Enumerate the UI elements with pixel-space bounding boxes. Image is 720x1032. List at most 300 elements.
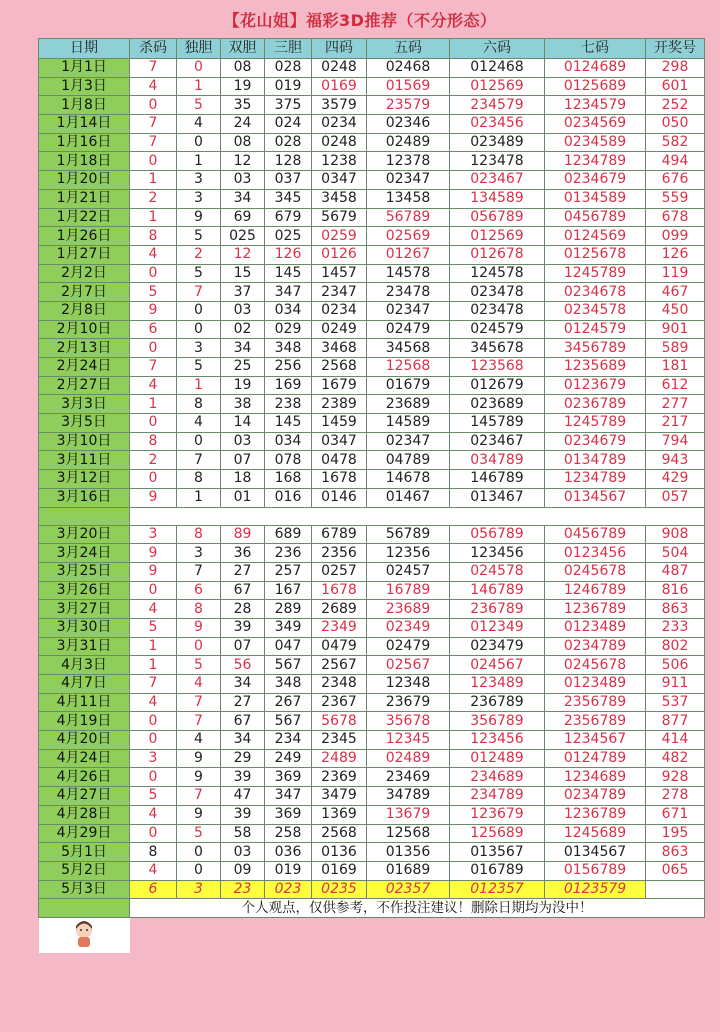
value-cell: 943 <box>646 451 705 470</box>
value-cell: 078 <box>265 451 312 470</box>
value-cell: 0134567 <box>545 843 646 862</box>
value-cell: 9 <box>177 768 221 787</box>
value-cell: 802 <box>646 637 705 656</box>
value-cell: 3 <box>177 544 221 563</box>
value-cell: 901 <box>646 320 705 339</box>
value-cell: 0 <box>177 861 221 880</box>
value-cell: 0456789 <box>545 208 646 227</box>
value-cell: 2348 <box>312 675 367 694</box>
date-cell: 3月27日 <box>39 600 130 619</box>
value-cell: 18 <box>221 470 265 489</box>
date-cell: 3月11日 <box>39 451 130 470</box>
value-cell: 0234569 <box>545 115 646 134</box>
table-row <box>39 395 705 414</box>
value-cell: 023467 <box>450 432 545 451</box>
value-cell: 7 <box>177 787 221 806</box>
value-cell: 128 <box>265 152 312 171</box>
value-cell: 347 <box>265 787 312 806</box>
column-header: 四码 <box>312 39 367 59</box>
prediction-cell: 012357 <box>450 880 545 899</box>
value-cell: 12345 <box>367 731 450 750</box>
value-cell: 348 <box>265 339 312 358</box>
date-cell: 2月10日 <box>39 320 130 339</box>
value-cell: 02 <box>221 320 265 339</box>
table-row <box>39 843 705 862</box>
value-cell: 39 <box>221 805 265 824</box>
value-cell: 7 <box>130 675 177 694</box>
value-cell: 1457 <box>312 264 367 283</box>
value-cell: 0 <box>177 133 221 152</box>
value-cell: 0 <box>130 731 177 750</box>
note-row <box>39 899 705 918</box>
value-cell: 38 <box>221 395 265 414</box>
value-cell: 601 <box>646 77 705 96</box>
date-cell: 2月24日 <box>39 358 130 377</box>
value-cell: 9 <box>177 208 221 227</box>
value-cell: 2 <box>177 245 221 264</box>
footer-spacer <box>130 917 705 953</box>
value-cell: 23679 <box>367 693 450 712</box>
value-cell: 369 <box>265 805 312 824</box>
value-cell: 2689 <box>312 600 367 619</box>
value-cell: 908 <box>646 525 705 544</box>
value-cell: 2347 <box>312 283 367 302</box>
value-cell: 14589 <box>367 414 450 433</box>
value-cell: 0248 <box>312 133 367 152</box>
value-cell: 12568 <box>367 358 450 377</box>
value-cell: 8 <box>130 843 177 862</box>
value-cell: 487 <box>646 562 705 581</box>
value-cell: 036 <box>265 843 312 862</box>
table-row <box>39 712 705 731</box>
date-cell: 3月12日 <box>39 470 130 489</box>
column-header: 三胆 <box>265 39 312 59</box>
value-cell: 057 <box>646 488 705 507</box>
prediction-cell: 23 <box>221 880 265 899</box>
prediction-cell: 02357 <box>367 880 450 899</box>
value-cell: 863 <box>646 843 705 862</box>
value-cell: 6 <box>130 320 177 339</box>
value-cell: 012678 <box>450 245 545 264</box>
value-cell: 13458 <box>367 189 450 208</box>
value-cell: 5 <box>177 358 221 377</box>
value-cell: 0124689 <box>545 59 646 78</box>
value-cell: 1678 <box>312 581 367 600</box>
value-cell: 023479 <box>450 637 545 656</box>
value-cell: 0 <box>130 414 177 433</box>
value-cell: 3468 <box>312 339 367 358</box>
value-cell: 12 <box>221 245 265 264</box>
table-row <box>39 227 705 246</box>
value-cell: 5679 <box>312 208 367 227</box>
column-header: 开奖号 <box>646 39 705 59</box>
table-row <box>39 581 705 600</box>
value-cell: 099 <box>646 227 705 246</box>
date-cell: 1月21日 <box>39 189 130 208</box>
value-cell: 234689 <box>450 768 545 787</box>
value-cell: 356789 <box>450 712 545 731</box>
value-cell: 126 <box>265 245 312 264</box>
value-cell: 0234679 <box>545 171 646 190</box>
table-row <box>39 637 705 656</box>
value-cell: 1236789 <box>545 600 646 619</box>
value-cell: 134589 <box>450 189 545 208</box>
value-cell: 124578 <box>450 264 545 283</box>
value-cell: 0123489 <box>545 675 646 694</box>
value-cell: 024579 <box>450 320 545 339</box>
value-cell: 0347 <box>312 432 367 451</box>
value-cell: 0347 <box>312 171 367 190</box>
value-cell: 024567 <box>450 656 545 675</box>
value-cell: 02347 <box>367 432 450 451</box>
value-cell: 0 <box>130 339 177 358</box>
separator-cell <box>130 507 705 525</box>
value-cell: 019 <box>265 77 312 96</box>
value-cell: 12356 <box>367 544 450 563</box>
date-cell: 5月1日 <box>39 843 130 862</box>
value-cell: 429 <box>646 470 705 489</box>
column-header: 五码 <box>367 39 450 59</box>
value-cell: 5678 <box>312 712 367 731</box>
value-cell: 23689 <box>367 600 450 619</box>
value-cell: 0169 <box>312 77 367 96</box>
value-cell: 12348 <box>367 675 450 694</box>
mascot-cell <box>39 917 130 953</box>
value-cell: 8 <box>177 600 221 619</box>
value-cell: 29 <box>221 749 265 768</box>
value-cell: 8 <box>177 525 221 544</box>
date-cell: 4月3日 <box>39 656 130 675</box>
value-cell: 024578 <box>450 562 545 581</box>
value-cell: 5 <box>130 787 177 806</box>
value-cell: 2489 <box>312 749 367 768</box>
column-header: 七码 <box>545 39 646 59</box>
date-cell: 1月20日 <box>39 171 130 190</box>
value-cell: 050 <box>646 115 705 134</box>
value-cell: 125689 <box>450 824 545 843</box>
date-cell: 1月1日 <box>39 59 130 78</box>
value-cell: 025 <box>265 227 312 246</box>
value-cell: 146789 <box>450 581 545 600</box>
table-row <box>39 133 705 152</box>
value-cell: 0478 <box>312 451 367 470</box>
table-row <box>39 245 705 264</box>
value-cell: 119 <box>646 264 705 283</box>
separator-date-cell <box>39 507 130 525</box>
value-cell: 0 <box>130 581 177 600</box>
value-cell: 14678 <box>367 470 450 489</box>
value-cell: 56789 <box>367 208 450 227</box>
value-cell: 58 <box>221 824 265 843</box>
value-cell: 5 <box>130 283 177 302</box>
value-cell: 4 <box>177 115 221 134</box>
value-cell: 023478 <box>450 283 545 302</box>
value-cell: 0 <box>177 320 221 339</box>
value-cell: 02347 <box>367 301 450 320</box>
value-cell: 863 <box>646 600 705 619</box>
value-cell: 0234789 <box>545 637 646 656</box>
value-cell: 012679 <box>450 376 545 395</box>
value-cell: 35 <box>221 96 265 115</box>
table-row <box>39 264 705 283</box>
value-cell: 123456 <box>450 544 545 563</box>
date-cell: 1月3日 <box>39 77 130 96</box>
date-cell: 2月8日 <box>39 301 130 320</box>
value-cell: 24 <box>221 115 265 134</box>
date-cell: 3月26日 <box>39 581 130 600</box>
value-cell: 56789 <box>367 525 450 544</box>
value-cell: 347 <box>265 283 312 302</box>
value-cell: 12568 <box>367 824 450 843</box>
value-cell: 037 <box>265 171 312 190</box>
value-cell: 3579 <box>312 96 367 115</box>
value-cell: 145 <box>265 264 312 283</box>
date-cell: 4月24日 <box>39 749 130 768</box>
value-cell: 01 <box>221 488 265 507</box>
note-date-cell <box>39 899 130 918</box>
value-cell: 0234678 <box>545 283 646 302</box>
value-cell: 4 <box>130 77 177 96</box>
table-body <box>39 59 705 953</box>
value-cell: 1 <box>177 77 221 96</box>
date-cell: 3月25日 <box>39 562 130 581</box>
value-cell: 794 <box>646 432 705 451</box>
table-row <box>39 618 705 637</box>
table-row <box>39 787 705 806</box>
value-cell: 257 <box>265 562 312 581</box>
table-row <box>39 189 705 208</box>
table-row <box>39 768 705 787</box>
date-cell: 4月7日 <box>39 675 130 694</box>
date-cell: 4月20日 <box>39 731 130 750</box>
value-cell: 169 <box>265 376 312 395</box>
value-cell: 19 <box>221 376 265 395</box>
value-cell: 612 <box>646 376 705 395</box>
value-cell: 676 <box>646 171 705 190</box>
value-cell: 537 <box>646 693 705 712</box>
value-cell: 7 <box>177 562 221 581</box>
value-cell: 013567 <box>450 843 545 862</box>
value-cell: 2 <box>130 189 177 208</box>
value-cell: 0456789 <box>545 525 646 544</box>
value-cell: 024 <box>265 115 312 134</box>
date-cell: 2月7日 <box>39 283 130 302</box>
date-cell: 3月20日 <box>39 525 130 544</box>
table-row <box>39 376 705 395</box>
value-cell: 08 <box>221 133 265 152</box>
value-cell: 1234579 <box>545 96 646 115</box>
value-cell: 0 <box>130 470 177 489</box>
value-cell: 234 <box>265 731 312 750</box>
table-row <box>39 77 705 96</box>
value-cell: 03 <box>221 432 265 451</box>
prediction-cell: 0123579 <box>545 880 646 899</box>
value-cell: 4 <box>130 805 177 824</box>
table-row <box>39 470 705 489</box>
value-cell: 23469 <box>367 768 450 787</box>
value-cell: 012489 <box>450 749 545 768</box>
value-cell: 4 <box>130 245 177 264</box>
value-cell: 39 <box>221 768 265 787</box>
prediction-cell: 3 <box>177 880 221 899</box>
prediction-cell <box>646 880 705 899</box>
value-cell: 01356 <box>367 843 450 862</box>
value-cell: 2356 <box>312 544 367 563</box>
value-cell: 345 <box>265 189 312 208</box>
value-cell: 047 <box>265 637 312 656</box>
value-cell: 056789 <box>450 525 545 544</box>
table-row <box>39 171 705 190</box>
value-cell: 414 <box>646 731 705 750</box>
value-cell: 349 <box>265 618 312 637</box>
value-cell: 14 <box>221 414 265 433</box>
value-cell: 123489 <box>450 675 545 694</box>
value-cell: 0257 <box>312 562 367 581</box>
value-cell: 7 <box>130 115 177 134</box>
value-cell: 02346 <box>367 115 450 134</box>
value-cell: 016789 <box>450 861 545 880</box>
value-cell: 1234689 <box>545 768 646 787</box>
value-cell: 07 <box>221 637 265 656</box>
value-cell: 126 <box>646 245 705 264</box>
value-cell: 1 <box>130 637 177 656</box>
page-title: 【花山姐】福彩3D推荐（不分形态） <box>223 11 497 30</box>
value-cell: 34568 <box>367 339 450 358</box>
column-header: 日期 <box>39 39 130 59</box>
value-cell: 0156789 <box>545 861 646 880</box>
value-cell: 1246789 <box>545 581 646 600</box>
value-cell: 7 <box>177 693 221 712</box>
table-row <box>39 675 705 694</box>
value-cell: 0234589 <box>545 133 646 152</box>
value-cell: 89 <box>221 525 265 544</box>
value-cell: 348 <box>265 675 312 694</box>
table-row <box>39 861 705 880</box>
value-cell: 1 <box>130 656 177 675</box>
table-row <box>39 208 705 227</box>
value-cell: 47 <box>221 787 265 806</box>
value-cell: 028 <box>265 133 312 152</box>
value-cell: 1 <box>130 208 177 227</box>
date-cell: 2月2日 <box>39 264 130 283</box>
value-cell: 13679 <box>367 805 450 824</box>
value-cell: 7 <box>130 133 177 152</box>
value-cell: 928 <box>646 768 705 787</box>
value-cell: 2389 <box>312 395 367 414</box>
value-cell: 1245789 <box>545 264 646 283</box>
date-cell: 3月3日 <box>39 395 130 414</box>
value-cell: 1238 <box>312 152 367 171</box>
table-row <box>39 152 705 171</box>
value-cell: 2356789 <box>545 712 646 731</box>
value-cell: 0245678 <box>545 656 646 675</box>
value-cell: 911 <box>646 675 705 694</box>
value-cell: 012569 <box>450 77 545 96</box>
value-cell: 016 <box>265 488 312 507</box>
value-cell: 0125678 <box>545 245 646 264</box>
value-cell: 3 <box>177 339 221 358</box>
value-cell: 0 <box>130 824 177 843</box>
value-cell: 5 <box>177 824 221 843</box>
value-cell: 0234578 <box>545 301 646 320</box>
value-cell: 289 <box>265 600 312 619</box>
value-cell: 238 <box>265 395 312 414</box>
value-cell: 6789 <box>312 525 367 544</box>
table-row <box>39 600 705 619</box>
value-cell: 0126 <box>312 245 367 264</box>
table-row <box>39 693 705 712</box>
value-cell: 467 <box>646 283 705 302</box>
value-cell: 9 <box>130 562 177 581</box>
value-cell: 8 <box>130 432 177 451</box>
value-cell: 1236789 <box>545 805 646 824</box>
value-cell: 9 <box>177 618 221 637</box>
value-cell: 1234789 <box>545 470 646 489</box>
value-cell: 03 <box>221 171 265 190</box>
value-cell: 0123489 <box>545 618 646 637</box>
date-cell: 3月5日 <box>39 414 130 433</box>
value-cell: 3 <box>130 749 177 768</box>
value-cell: 267 <box>265 693 312 712</box>
column-header: 双胆 <box>221 39 265 59</box>
date-cell: 2月27日 <box>39 376 130 395</box>
value-cell: 7 <box>177 283 221 302</box>
value-cell: 0245678 <box>545 562 646 581</box>
value-cell: 123568 <box>450 358 545 377</box>
value-cell: 02479 <box>367 637 450 656</box>
value-cell: 25 <box>221 358 265 377</box>
date-cell: 2月13日 <box>39 339 130 358</box>
value-cell: 029 <box>265 320 312 339</box>
value-cell: 01267 <box>367 245 450 264</box>
value-cell: 816 <box>646 581 705 600</box>
value-cell: 0134589 <box>545 189 646 208</box>
value-cell: 23579 <box>367 96 450 115</box>
value-cell: 0 <box>130 152 177 171</box>
value-cell: 689 <box>265 525 312 544</box>
value-cell: 0 <box>130 768 177 787</box>
value-cell: 345678 <box>450 339 545 358</box>
value-cell: 0234 <box>312 115 367 134</box>
value-cell: 0 <box>130 712 177 731</box>
value-cell: 217 <box>646 414 705 433</box>
value-cell: 504 <box>646 544 705 563</box>
value-cell: 02569 <box>367 227 450 246</box>
value-cell: 5 <box>130 618 177 637</box>
value-cell: 0479 <box>312 637 367 656</box>
value-cell: 34 <box>221 339 265 358</box>
value-cell: 27 <box>221 562 265 581</box>
value-cell: 4 <box>177 731 221 750</box>
table-row <box>39 525 705 544</box>
value-cell: 482 <box>646 749 705 768</box>
value-cell: 8 <box>177 470 221 489</box>
date-cell: 1月16日 <box>39 133 130 152</box>
value-cell: 5 <box>177 264 221 283</box>
value-cell: 034 <box>265 432 312 451</box>
date-cell: 1月26日 <box>39 227 130 246</box>
value-cell: 1 <box>177 376 221 395</box>
table-row <box>39 488 705 507</box>
value-cell: 03 <box>221 843 265 862</box>
table-row <box>39 432 705 451</box>
value-cell: 8 <box>130 227 177 246</box>
value-cell: 0234679 <box>545 432 646 451</box>
value-cell: 0134789 <box>545 451 646 470</box>
value-cell: 013467 <box>450 488 545 507</box>
value-cell: 0234 <box>312 301 367 320</box>
value-cell: 369 <box>265 768 312 787</box>
